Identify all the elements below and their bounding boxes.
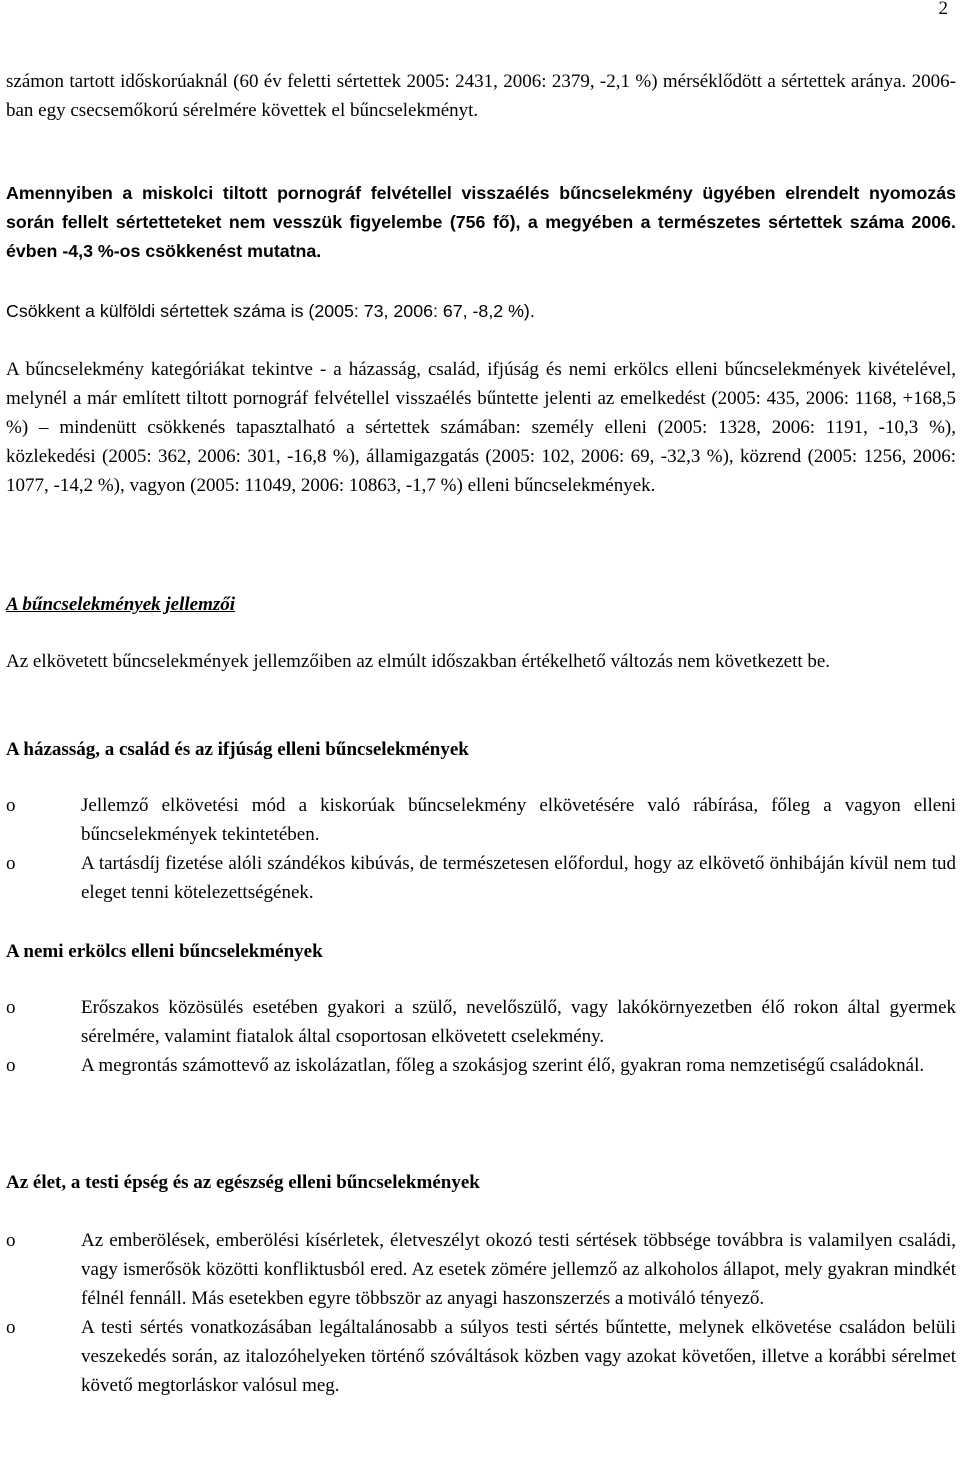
bullet-marker: o bbox=[6, 1317, 16, 1338]
document-page bbox=[6, 0, 956, 1460]
list-item: o A testi sértés vonatkozásában legáltalánosabb a súlyos testi sértés bűntette, melynek elkövetése családon belüli veszekedés során, az italozóhelyeken történő szóváltások közben vagy azokat követően, illetve a korábbi sérelmet követő megtorláskor valósul meg. bbox=[6, 1313, 956, 1400]
paragraph-characteristics: Az elkövetett bűncselekmények jellemzőiben az elmúlt időszakban értékelhető változás nem következett be. bbox=[6, 651, 831, 672]
list-item: o A tartásdíj fizetése alóli szándékos kibúvás, de természetesen előfordul, hogy az elkövető önhibáján kívül nem tud eleget tenni kötelezettségének. bbox=[6, 849, 956, 907]
paragraph-miskolc-case: Amennyiben a miskolci tiltott pornográf felvétellel visszaélés bűncselekmény ügyében elrendelt nyomozás során fellelt sértetteteket nem vesszük figyelembe (756 fő), a megyében a természetes sértettek száma 2006. évben -4,3 %-os csökkenést mutatna. bbox=[6, 183, 956, 261]
list-item: o Az emberölések, emberölési kísérletek, életveszélyt okozó testi sértések többsége továbbra is valamilyen családi, vagy ismerősök közötti konfliktusból ered. Az esetek zömére jellemző az alkoholos állapot, mely gyakran mindkét félnél fennáll. Más esetekben egyre többször az anyagi haszonszerzés a motiváló tényező. bbox=[6, 1226, 956, 1313]
bullet-marker: o bbox=[6, 1230, 16, 1251]
paragraph-crime-categories: A bűncselekmény kategóriákat tekintve - a házasság, család, ifjúság és nemi erkölcs elleni bűncselekmények kivételével, melynél a már említett tiltott pornográf felvétellel visszaélés bűntette jelenti az emelkedést (2005: 435, 2006: 1168, +168,5 %) – mindenütt csökkenés tapasztalható a sértettek számában: személy elleni (2005: 1328, 2006: 1191, -10,3 %), közlekedési (2005: 362, 2006: 301, -16,8 %), államigazgatás (2005: 102, 2006: 69, -32,3 %), közrend (2005: 1256, 2006: 1077, -14,2 %), vagyon (2005: 11049, 2006: 10863, -1,7 %) elleni bűncselekmények. bbox=[6, 359, 956, 496]
list-family-crimes bbox=[6, 791, 956, 907]
paragraph-elderly-victims: számon tartott időskorúaknál (60 év feletti sértettek 2005: 2431, 2006: 2379, -2,1 %) mérséklődött a sértettek aránya. 2006-ban egy csecsemőkorú sérelmére követtek el bűncselekményt. bbox=[6, 71, 956, 121]
section-heading-crime-characteristics: A bűncselekmények jellemzői bbox=[6, 594, 236, 615]
list-life-health-crimes bbox=[6, 1226, 956, 1400]
list-item: o Jellemző elkövetési mód a kiskorúak bűncselekmény elkövetésére való rábírása, főleg a vagyon elleni bűncselekmények tekintetében. bbox=[6, 791, 956, 849]
list-item: o A megrontás számottevő az iskolázatlan, főleg a szokásjog szerint élő, gyakran roma nemzetiségű családoknál. bbox=[6, 1051, 956, 1080]
heading-life-health-crimes: Az élet, a testi épség és az egészség elleni bűncselekmények bbox=[6, 1172, 480, 1193]
bullet-marker: o bbox=[6, 795, 16, 816]
heading-sexual-crimes: A nemi erkölcs elleni bűncselekmények bbox=[6, 941, 323, 962]
heading-family-crimes: A házasság, a család és az ifjúság elleni bűncselekmények bbox=[6, 739, 469, 760]
page-number: 2 bbox=[938, 0, 948, 19]
list-sexual-crimes bbox=[6, 993, 956, 1080]
list-item: o Erőszakos közösülés esetében gyakori a szülő, nevelőszülő, vagy lakókörnyezetben élő rokon által gyermek sérelmére, valamint fiatalok által csoportosan elkövetett cselekmény. bbox=[6, 993, 956, 1051]
bullet-marker: o bbox=[6, 997, 16, 1018]
bullet-marker: o bbox=[6, 1055, 16, 1076]
bullet-marker: o bbox=[6, 853, 16, 874]
paragraph-foreign-victims: Csökkent a külföldi sértettek száma is (2005: 73, 2006: 67, -8,2 %). bbox=[6, 301, 535, 321]
